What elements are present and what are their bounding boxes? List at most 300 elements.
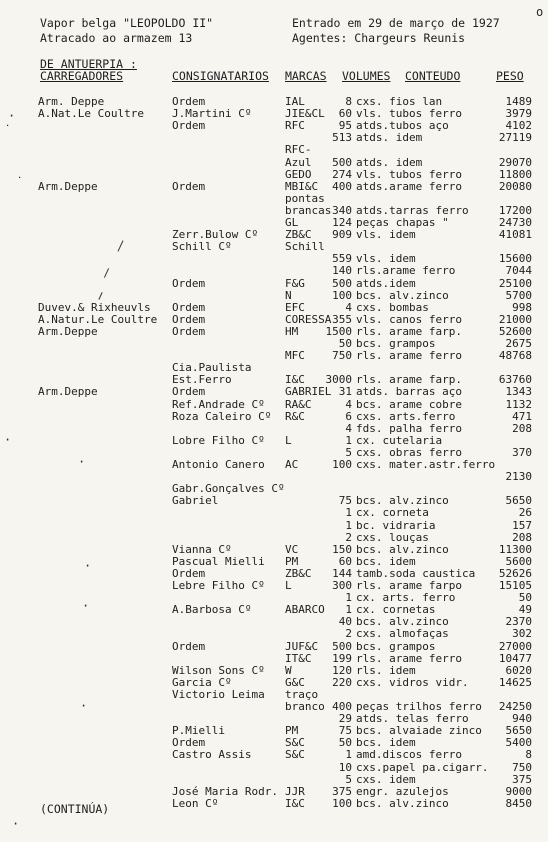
table-row bbox=[0, 616, 548, 628]
cell-marca: L bbox=[285, 579, 292, 592]
cell-conteudo: vls. canos ferro bbox=[356, 312, 462, 326]
cell-volume: 29 bbox=[338, 712, 352, 726]
cell-marca: MBI&C bbox=[285, 179, 319, 193]
cell-conteudo: cxs. idem bbox=[356, 772, 416, 786]
cell-peso: 10477 bbox=[498, 651, 532, 665]
cell-marca: CORESSA bbox=[285, 312, 332, 326]
table-row bbox=[0, 568, 548, 580]
cell-peso: 998 bbox=[512, 300, 532, 314]
cell-peso: 1343 bbox=[505, 385, 532, 399]
cell-consignatario: Zerr.Bulow Cº bbox=[172, 228, 259, 242]
cell-volume: 150 bbox=[332, 542, 352, 556]
cell-carregador: Arm.Deppe bbox=[38, 385, 98, 399]
table-row bbox=[0, 677, 548, 689]
table-row bbox=[0, 423, 548, 435]
cell-peso: 2675 bbox=[505, 337, 532, 350]
cell-peso: 27119 bbox=[498, 131, 532, 145]
cell-peso: 750 bbox=[512, 760, 532, 774]
cell-volume: 750 bbox=[332, 349, 352, 363]
cell-conteudo: rls. arame farpo bbox=[356, 579, 462, 592]
cell-consignatario: Castro Assis bbox=[172, 748, 252, 762]
cell-conteudo: cxs. almofaças bbox=[356, 627, 449, 641]
cell-conteudo: rls. arame farp. bbox=[356, 373, 462, 387]
cell-peso: 20080 bbox=[498, 179, 532, 193]
cell-consignatario: Schill Cº bbox=[172, 240, 232, 254]
cell-consignatario: Antonio Canero bbox=[172, 458, 265, 471]
cell-conteudo: bcs. alv.zinco bbox=[356, 796, 449, 810]
cell-marca: VC bbox=[285, 542, 299, 556]
cell-conteudo: atds. idem bbox=[356, 131, 423, 145]
cell-conteudo: rls. arame ferro bbox=[356, 651, 462, 665]
cell-volume: 120 bbox=[332, 663, 352, 677]
table-row bbox=[0, 302, 548, 314]
table-row bbox=[0, 326, 548, 338]
cell-peso: 52626 bbox=[498, 566, 532, 580]
cell-consignatario: Ordem bbox=[172, 324, 206, 338]
cell-volume: 400 bbox=[332, 179, 352, 193]
cell-conteudo: cxs. fios lan bbox=[356, 95, 443, 108]
cell-peso: 370 bbox=[512, 445, 532, 459]
cell-marca: GEDO bbox=[285, 167, 312, 181]
cell-conteudo: tamb.soda caustica bbox=[356, 566, 476, 580]
cell-marca: AC bbox=[285, 458, 299, 471]
cell-conteudo: bc. vidraria bbox=[356, 518, 436, 532]
table-row bbox=[0, 314, 548, 326]
cell-marca: HM bbox=[285, 324, 299, 338]
cell-peso: 2130 bbox=[505, 470, 532, 484]
cell-conteudo: bcs. alvaiade zinco bbox=[356, 724, 482, 738]
table-row bbox=[0, 544, 548, 556]
cell-consignatario: Ordem bbox=[172, 179, 206, 193]
cell-marca: JJR bbox=[285, 784, 305, 798]
cell-marca: GL bbox=[285, 216, 299, 229]
cell-volume: 1 bbox=[345, 748, 352, 762]
cell-marca: ZB&C bbox=[285, 566, 312, 580]
cell-conteudo: bcs. alv.zinco bbox=[356, 494, 449, 508]
cell-conteudo: cxs. louças bbox=[356, 530, 429, 544]
cell-peso: 63760 bbox=[498, 373, 532, 387]
cell-volume: 500 bbox=[332, 639, 352, 653]
table-row bbox=[0, 749, 548, 761]
cell-marca: W bbox=[285, 663, 292, 677]
cell-peso: 4102 bbox=[505, 119, 532, 133]
cell-peso: 50 bbox=[518, 591, 532, 605]
cell-volume: 2 bbox=[345, 530, 352, 544]
table-row bbox=[0, 217, 548, 229]
cell-consignatario: Cia.Paulista bbox=[172, 361, 252, 375]
cell-marca: L bbox=[285, 433, 292, 447]
table-row bbox=[0, 157, 548, 169]
cell-marca: JUF&C bbox=[285, 639, 319, 653]
cell-conteudo: cxs. vidros vidr. bbox=[356, 675, 469, 689]
cell-conteudo: bcs. alv.zinco bbox=[356, 288, 449, 302]
scan-mark: · bbox=[78, 455, 86, 469]
cell-peso: 8450 bbox=[505, 796, 532, 810]
cell-peso: 11300 bbox=[498, 542, 532, 556]
table-row bbox=[0, 580, 548, 592]
cell-marca: RFC bbox=[285, 119, 305, 133]
cell-marca: MFC bbox=[285, 349, 305, 363]
cell-consignatario: Ordem bbox=[172, 276, 206, 290]
vessel-line: Vapor belga "LEOPOLDO II" bbox=[40, 16, 214, 30]
cell-marca: Azul bbox=[285, 155, 312, 169]
cell-volume: 40 bbox=[338, 615, 352, 629]
cell-volume: 2 bbox=[345, 627, 352, 641]
col-consignatarios: CONSIGNATARIOS bbox=[172, 69, 269, 83]
table-row bbox=[0, 205, 548, 217]
cell-volume: 559 bbox=[332, 252, 352, 266]
cell-consignatario: Vianna Cº bbox=[172, 542, 232, 556]
cell-volume: 340 bbox=[332, 203, 352, 217]
cell-conteudo: bcs. alv.zinco bbox=[356, 615, 449, 629]
cell-conteudo: fds. palha ferro bbox=[356, 421, 462, 435]
scan-mark: ˙ bbox=[4, 123, 12, 137]
cell-marca: branco bbox=[285, 700, 325, 713]
cell-peso: 2370 bbox=[505, 615, 532, 629]
col-carregadores: CARREGADORES bbox=[40, 69, 124, 83]
cell-marca: EFC bbox=[285, 300, 305, 314]
table-row bbox=[0, 774, 548, 786]
cell-conteudo: cxs. bombas bbox=[356, 300, 429, 314]
cell-consignatario: Lobre Filho Cº bbox=[172, 433, 265, 447]
cell-conteudo: bcs. idem bbox=[356, 736, 416, 750]
cell-conteudo: cx. cornetas bbox=[356, 603, 436, 617]
cell-peso: 1489 bbox=[505, 95, 532, 108]
cell-carregador: A.Nat.Le Coultre bbox=[38, 107, 144, 121]
cell-volume: 10 bbox=[338, 760, 352, 774]
cell-peso: 6020 bbox=[505, 663, 532, 677]
cell-carregador: Arm.Deppe bbox=[38, 179, 98, 193]
cell-consignatario: Est.Ferro bbox=[172, 373, 232, 387]
storage-line: Atracado ao armazem 13 bbox=[40, 31, 193, 45]
table-row bbox=[0, 181, 548, 193]
cell-volume: 199 bbox=[332, 651, 352, 665]
cell-conteudo: engr. azulejos bbox=[356, 784, 449, 798]
table-row bbox=[0, 290, 548, 302]
cell-peso: 940 bbox=[512, 712, 532, 726]
table-row bbox=[0, 399, 548, 411]
cell-consignatario: Victorio Leima bbox=[172, 687, 265, 701]
cell-volume: 100 bbox=[332, 288, 352, 302]
cell-volume: 500 bbox=[332, 276, 352, 290]
cell-consignatario: Ordem bbox=[172, 312, 206, 326]
cell-volume: 60 bbox=[338, 554, 352, 568]
cell-peso: 41081 bbox=[498, 228, 532, 242]
cell-volume: 1 bbox=[345, 591, 352, 605]
cell-volume: 5 bbox=[345, 772, 352, 786]
cell-volume: 513 bbox=[332, 131, 352, 145]
cell-consignatario: Garcia Cº bbox=[172, 675, 232, 689]
cell-volume: 4 bbox=[345, 300, 352, 314]
cell-peso: 25100 bbox=[498, 276, 532, 290]
cell-peso: 375 bbox=[512, 772, 532, 786]
cell-volume: 100 bbox=[332, 458, 352, 471]
table-row bbox=[0, 520, 548, 532]
cell-marca: IAL bbox=[285, 95, 305, 108]
cell-marca: ABARCO bbox=[285, 603, 325, 617]
cell-consignatario: J.Martini Cº bbox=[172, 107, 252, 121]
col-conteudo: CONTEUDO bbox=[405, 69, 461, 83]
cell-peso: 14625 bbox=[498, 675, 532, 689]
cell-peso: 15105 bbox=[498, 579, 532, 592]
cell-volume: 124 bbox=[332, 216, 352, 229]
scan-mark: · bbox=[84, 559, 92, 573]
cell-conteudo: cxs. mater.astr.ferro bbox=[356, 458, 496, 471]
cell-volume: 31 bbox=[338, 385, 352, 399]
cell-conteudo: atds.tarras ferro bbox=[356, 203, 469, 217]
cell-volume: 3000 bbox=[325, 373, 352, 387]
cell-volume: 50 bbox=[338, 736, 352, 750]
cell-volume: 500 bbox=[332, 155, 352, 169]
cell-conteudo: atds. telas ferro bbox=[356, 712, 469, 726]
table-row bbox=[0, 411, 548, 423]
table-row bbox=[0, 386, 548, 398]
cell-marca: I&C bbox=[285, 796, 305, 810]
cell-peso: 5650 bbox=[505, 724, 532, 738]
cell-marca: PM bbox=[285, 724, 299, 738]
cell-consignatario: José Maria Rodr. bbox=[172, 784, 278, 798]
cell-volume: 144 bbox=[332, 566, 352, 580]
cell-marca: ZB&C bbox=[285, 228, 312, 242]
cell-consignatario: Roza Caleiro Cº bbox=[172, 409, 272, 423]
cell-peso: 21000 bbox=[498, 312, 532, 326]
cell-carregador: Duvev.& Rixheuvls bbox=[38, 300, 151, 314]
cell-peso: 208 bbox=[512, 530, 532, 544]
table-row bbox=[0, 107, 548, 123]
table-row bbox=[0, 762, 548, 774]
cell-peso: 24730 bbox=[498, 216, 532, 229]
cell-marca: brancas bbox=[285, 203, 332, 217]
cell-peso: 26 bbox=[518, 506, 532, 520]
cell-volume: 375 bbox=[332, 784, 352, 798]
cell-volume: 400 bbox=[332, 700, 352, 713]
table-row bbox=[0, 507, 548, 519]
cell-marca: IT&C bbox=[285, 651, 312, 665]
table-row bbox=[0, 338, 548, 350]
cell-volume: 4 bbox=[345, 421, 352, 435]
agents-line: Agentes: Chargeurs Reunis bbox=[292, 31, 466, 45]
cell-volume: 355 bbox=[332, 312, 352, 326]
cell-consignatario: A.Barbosa Cº bbox=[172, 603, 252, 617]
cell-peso: 27000 bbox=[498, 639, 532, 653]
cell-peso: 7044 bbox=[505, 264, 532, 278]
cell-volume: 50 bbox=[338, 337, 352, 350]
cell-volume: 75 bbox=[338, 724, 352, 738]
cell-peso: 17200 bbox=[498, 203, 532, 217]
scan-mark: ˙ bbox=[16, 175, 24, 189]
scan-mark: · bbox=[12, 817, 20, 831]
cell-consignatario: P.Mielli bbox=[172, 724, 225, 738]
cell-volume: 1 bbox=[345, 433, 352, 447]
cell-conteudo: cx. corneta bbox=[356, 506, 429, 520]
table-row bbox=[0, 737, 548, 749]
cell-peso: 5400 bbox=[505, 736, 532, 750]
cell-volume: 100 bbox=[332, 796, 352, 810]
cell-conteudo: rls. idem bbox=[356, 663, 416, 677]
cell-volume: 1500 bbox=[325, 324, 352, 338]
cell-conteudo: atds. idem bbox=[356, 155, 423, 169]
cell-conteudo: cxs. arts.ferro bbox=[356, 409, 456, 423]
cell-consignatario: Pascual Mielli bbox=[172, 554, 265, 568]
cell-consignatario: Gabriel bbox=[172, 494, 219, 508]
col-peso: PESO bbox=[496, 69, 524, 83]
cell-marca: F&G bbox=[285, 276, 305, 290]
cell-conteudo: atds. barras aço bbox=[356, 385, 462, 399]
cell-peso: 15600 bbox=[498, 252, 532, 266]
table-row bbox=[0, 229, 548, 241]
cell-peso: 52600 bbox=[498, 324, 532, 338]
cell-conteudo: bcs. grampos bbox=[356, 337, 436, 350]
cell-peso: 49 bbox=[518, 603, 532, 617]
cell-peso: 11800 bbox=[498, 167, 532, 181]
cell-conteudo: atds.tubos aço bbox=[356, 119, 449, 133]
cell-consignatario: Leon Cº bbox=[172, 796, 219, 810]
col-marcas: MARCAS bbox=[285, 69, 327, 83]
table-row bbox=[0, 628, 548, 640]
cell-consignatario: Ordem bbox=[172, 736, 206, 750]
cell-consignatario: Gabr.Gonçalves Cº bbox=[172, 482, 285, 496]
cell-carregador: Arm.Deppe bbox=[38, 324, 98, 338]
cell-conteudo: rls. arame farp. bbox=[356, 324, 462, 338]
table-row bbox=[0, 193, 548, 205]
table-row bbox=[0, 169, 548, 181]
cell-marca: RFC- bbox=[285, 143, 312, 157]
cell-carregador: Arm. Deppe bbox=[38, 95, 105, 108]
cell-consignatario: Ordem bbox=[172, 95, 206, 108]
cell-marca: traço bbox=[285, 687, 319, 701]
cell-volume: 1 bbox=[345, 603, 352, 617]
table-row bbox=[0, 144, 548, 156]
cell-peso: 471 bbox=[512, 409, 532, 423]
cell-conteudo: rls.arame ferro bbox=[356, 264, 456, 278]
entry-line: Entrado em 29 de março de 1927 bbox=[292, 16, 500, 30]
table-row bbox=[0, 362, 548, 374]
cell-peso: 157 bbox=[512, 518, 532, 532]
cell-conteudo: cx. cutelaria bbox=[356, 433, 443, 447]
cell-marca: PM bbox=[285, 554, 299, 568]
cell-volume: 75 bbox=[338, 494, 352, 508]
cell-peso: 5700 bbox=[505, 288, 532, 302]
table-row bbox=[0, 241, 548, 253]
cell-volume: 95 bbox=[338, 119, 352, 133]
cell-consignatario: Wilson Sons Cº bbox=[172, 663, 265, 677]
table-row bbox=[0, 786, 548, 798]
cell-peso: 9000 bbox=[505, 784, 532, 798]
cell-marca: S&C bbox=[285, 736, 305, 750]
cell-volume: 60 bbox=[338, 107, 352, 121]
cell-carregador: A.Natur.Le Coultre bbox=[38, 312, 158, 326]
cell-peso: 208 bbox=[512, 421, 532, 435]
cell-marca: pontas bbox=[285, 191, 325, 205]
scan-mark: · bbox=[82, 599, 90, 613]
cell-conteudo: rls. arame ferro bbox=[356, 349, 462, 363]
cell-marca: GABRIEL bbox=[285, 385, 332, 399]
cell-conteudo: atds.idem bbox=[356, 276, 416, 290]
cell-conteudo: peças trilhos ferro bbox=[356, 700, 482, 713]
cell-marca: I&C bbox=[285, 373, 305, 387]
cell-consignatario: Ordem bbox=[172, 119, 206, 133]
cell-consignatario: Ordem bbox=[172, 639, 206, 653]
scan-mark: o bbox=[536, 5, 544, 19]
cell-marca: R&C bbox=[285, 409, 305, 423]
cell-peso: 29070 bbox=[498, 155, 532, 169]
table-row bbox=[0, 653, 548, 665]
table-row bbox=[0, 556, 548, 568]
cell-conteudo: bcs. alv.zinco bbox=[356, 542, 449, 556]
cell-conteudo: vls. idem bbox=[356, 228, 416, 242]
cell-volume: 1 bbox=[345, 518, 352, 532]
table-row bbox=[0, 265, 548, 277]
cell-conteudo: cxs.papel pa.cigarr. bbox=[356, 760, 489, 774]
cell-volume: 140 bbox=[332, 264, 352, 278]
cell-consignatario: Ordem bbox=[172, 566, 206, 580]
table-row bbox=[0, 278, 548, 290]
cell-conteudo: vls. tubos ferro bbox=[356, 107, 462, 121]
cell-peso: 3979 bbox=[505, 107, 532, 121]
cell-conteudo: peças chapas " bbox=[356, 216, 449, 229]
cell-volume: 8 bbox=[345, 95, 352, 108]
table-row bbox=[0, 253, 548, 265]
cell-consignatario: Ref.Andrade Cº bbox=[172, 397, 265, 411]
cell-volume: 909 bbox=[332, 228, 352, 242]
table-row bbox=[0, 483, 548, 495]
cell-conteudo: amd.discos ferro bbox=[356, 748, 462, 762]
table-row bbox=[0, 641, 548, 653]
cell-peso: 48768 bbox=[498, 349, 532, 363]
table-row bbox=[0, 665, 548, 677]
continues-note: (CONTINÚA) bbox=[40, 802, 110, 816]
cell-volume: 6 bbox=[345, 409, 352, 423]
table-row bbox=[0, 350, 548, 362]
cell-marca: RA&C bbox=[285, 397, 312, 411]
cell-conteudo: bcs. arame cobre bbox=[356, 397, 462, 411]
cell-volume: 1 bbox=[345, 506, 352, 520]
cell-conteudo: bcs. idem bbox=[356, 554, 416, 568]
cell-volume: 4 bbox=[345, 397, 352, 411]
cell-marca: N bbox=[285, 288, 292, 302]
cell-consignatario: Lebre Filho Cº bbox=[172, 579, 265, 592]
scan-mark: · bbox=[4, 433, 12, 447]
cell-volume: 300 bbox=[332, 579, 352, 592]
cell-conteudo: atds.arame ferro bbox=[356, 179, 462, 193]
cell-consignatario: Ordem bbox=[172, 385, 206, 399]
cell-marca: S&C bbox=[285, 748, 305, 762]
cell-volume: 220 bbox=[332, 675, 352, 689]
cell-conteudo: vls. tubos ferro bbox=[356, 167, 462, 181]
cell-peso: 1132 bbox=[505, 397, 532, 411]
cell-marca: JIE&CL bbox=[285, 107, 325, 121]
cell-peso: 24250 bbox=[498, 700, 532, 713]
scan-mark: · bbox=[80, 699, 88, 713]
cell-volume: 274 bbox=[332, 167, 352, 181]
origin-heading: DE ANTUERPIA : bbox=[40, 57, 137, 71]
cell-volume: 5 bbox=[345, 445, 352, 459]
cell-peso: 8 bbox=[525, 748, 532, 762]
table-row bbox=[0, 725, 548, 737]
table-row bbox=[0, 120, 548, 132]
cell-peso: 302 bbox=[512, 627, 532, 641]
table-row bbox=[0, 435, 548, 447]
table-row bbox=[0, 132, 548, 144]
cell-consignatario: Ordem bbox=[172, 300, 206, 314]
cell-marca: Schill bbox=[285, 240, 325, 254]
cell-peso: 5650 bbox=[505, 494, 532, 508]
cell-peso: 5600 bbox=[505, 554, 532, 568]
cell-conteudo: vls. idem bbox=[356, 252, 416, 266]
cell-conteudo: cx. arts. ferro bbox=[356, 591, 456, 605]
table-row bbox=[0, 495, 548, 507]
scan-mark: · bbox=[8, 109, 16, 123]
